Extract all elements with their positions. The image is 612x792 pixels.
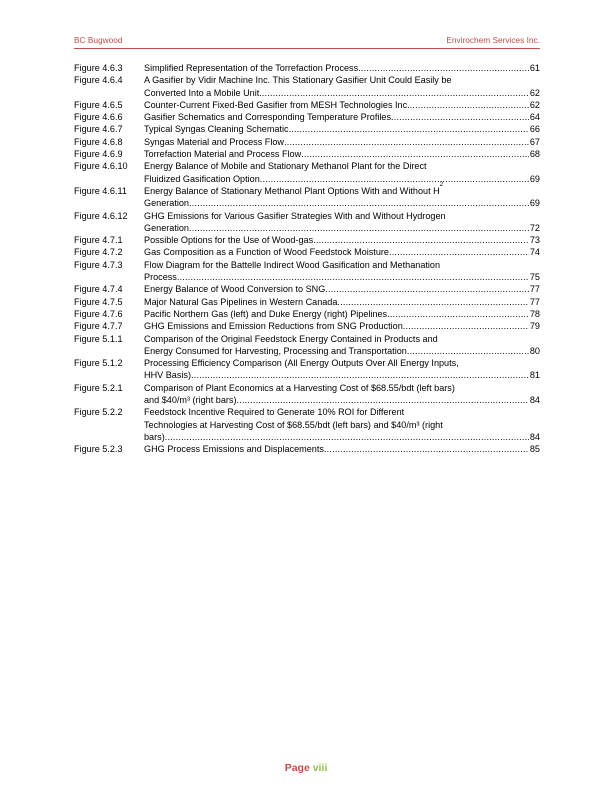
figure-title-line: and $40/m³ (right bars): [144, 395, 237, 406]
figure-title-line: Comparison of the Original Feedstock Energy Contained in Products and: [144, 333, 438, 344]
figure-title-line: Comparison of Plant Economics at a Harvesting Cost of $68.55/bdt (left bars): [144, 382, 455, 393]
dot-leader: [284, 136, 529, 148]
page-ref[interactable]: 75: [529, 272, 540, 283]
page-ref[interactable]: 69: [529, 198, 540, 209]
figure-title-line: Energy Consumed for Harvesting, Processing and Transportation: [144, 345, 407, 356]
figure-title-line: GHG Process Emissions and Displacements: [144, 444, 324, 455]
page-ref[interactable]: 77: [529, 296, 540, 307]
page-ref[interactable]: 81: [529, 370, 540, 381]
dot-leader: [191, 369, 529, 381]
header-rule: [74, 48, 540, 49]
toc-entry[interactable]: [74, 357, 540, 382]
figure-title-line: Gasifier Schematics and Corresponding Temperature Profiles: [144, 112, 391, 123]
figure-number: Figure 4.6.9: [74, 149, 123, 160]
figure-title-line: Generation: [144, 198, 189, 209]
figure-number: Figure 4.6.12: [74, 210, 128, 221]
dot-leader: [260, 173, 529, 185]
page-ref[interactable]: 64: [529, 112, 540, 123]
figure-title-line: Generation: [144, 222, 189, 233]
figure-title-line: Torrefaction Material and Process Flow: [144, 149, 302, 160]
page-ref[interactable]: 61: [529, 63, 540, 73]
page-label: Page: [284, 762, 310, 774]
page-number: viii: [312, 762, 328, 774]
toc-entry[interactable]: [74, 283, 540, 295]
figure-number: Figure 4.6.8: [74, 136, 123, 147]
figure-title-line: A Gasifier by Vidir Machine Inc. This Stationary Gasifier Unit Could Easily be: [144, 75, 452, 86]
figure-number: Figure 5.1.1: [74, 333, 123, 344]
figure-title-line: Simplified Representation of the Torrefaction Process: [144, 63, 359, 73]
page-ref[interactable]: 62: [529, 99, 540, 110]
figure-title-line: Major Natural Gas Pipelines in Western Canada: [144, 296, 338, 307]
toc-entry[interactable]: [74, 210, 540, 235]
figure-title-line: GHG Emissions and Emission Reductions from SNG Production: [144, 321, 403, 332]
toc-entry[interactable]: [74, 308, 540, 320]
figure-number: Figure 4.7.4: [74, 284, 123, 295]
page-ref[interactable]: 79: [529, 321, 540, 332]
page-ref[interactable]: 69: [529, 173, 540, 184]
figure-title-line: Technologies at Harvesting Cost of $68.55/bdt (left bars) and $40/m³ (right: [144, 419, 443, 430]
dot-leader: [389, 246, 529, 258]
figure-title-line: Processing Efficiency Comparison (All Energy Outputs Over All Energy Inputs,: [144, 358, 459, 369]
toc-entry[interactable]: [74, 62, 540, 74]
figure-number: Figure 4.6.4: [74, 75, 123, 86]
toc-entry[interactable]: [74, 148, 540, 160]
dot-leader: [337, 296, 528, 308]
figure-title-line: Energy Balance of Wood Conversion to SNG: [144, 284, 326, 295]
toc-entry[interactable]: [74, 123, 540, 135]
figure-number: Figure 4.6.11: [74, 185, 127, 196]
figure-number: Figure 5.2.2: [74, 407, 123, 418]
dot-leader: [165, 431, 529, 443]
page-ref[interactable]: 74: [529, 247, 540, 258]
figure-title-line: Counter-Current Fixed-Bed Gasifier from MESH Technologies Inc.: [144, 99, 410, 110]
figure-title-line: GHG Emissions for Various Gasifier Strategies With and Without Hydrogen: [144, 210, 446, 221]
toc-entry[interactable]: [74, 99, 540, 111]
toc-entry[interactable]: [74, 246, 540, 258]
page-ref[interactable]: 68: [529, 149, 540, 160]
page-ref[interactable]: 80: [529, 345, 540, 356]
figure-number: Figure 4.7.7: [74, 321, 123, 332]
dot-leader: [325, 283, 529, 295]
figure-title-line: Syngas Material and Process Flow: [144, 136, 285, 147]
toc-entry[interactable]: [74, 160, 540, 185]
figure-title-line: Pacific Northern Gas (left) and Duke Energy (right) Pipelines: [144, 308, 388, 319]
header-left-title: BC Bugwood: [74, 35, 123, 45]
figure-number: Figure 5.1.2: [74, 358, 123, 369]
figure-title-line: Energy Balance of Mobile and Stationary Methanol Plant for the Direct: [144, 161, 427, 172]
page-ref[interactable]: 67: [529, 136, 540, 147]
dot-leader: [301, 148, 529, 160]
dot-leader: [403, 320, 529, 332]
page-ref[interactable]: 78: [529, 308, 540, 319]
page-ref[interactable]: 66: [529, 124, 540, 135]
dot-leader: [407, 345, 529, 357]
page-ref[interactable]: 72: [529, 222, 540, 233]
figure-title-line: Converted Into a Mobile Unit.: [144, 87, 262, 98]
toc-entry[interactable]: [74, 382, 540, 407]
toc-entry[interactable]: [74, 136, 540, 148]
figure-number: Figure 4.7.6: [74, 308, 123, 319]
page-ref[interactable]: 84: [529, 395, 540, 406]
dot-leader: [289, 123, 529, 135]
toc-entry[interactable]: [74, 333, 540, 358]
dot-leader: [324, 443, 529, 455]
figure-title-line: Gas Composition as a Function of Wood Feedstock Moisture: [144, 247, 389, 258]
figure-title-line: HHV Basis): [144, 370, 191, 381]
toc-entry[interactable]: [74, 296, 540, 308]
dot-leader: [177, 271, 529, 283]
toc-entry[interactable]: [74, 443, 540, 455]
dot-leader: [313, 234, 529, 246]
dot-leader: [262, 87, 529, 99]
toc-entry[interactable]: [74, 259, 540, 284]
toc-entry[interactable]: [74, 320, 540, 332]
figure-number: Figure 4.6.3: [74, 63, 123, 73]
figure-title-line: Process: [144, 272, 177, 283]
figure-title-line: Feedstock Incentive Required to Generate 10% ROI for Different: [144, 407, 405, 418]
dot-leader: [391, 111, 529, 123]
toc-entry[interactable]: [74, 74, 540, 99]
figure-number: Figure 4.7.2: [74, 247, 123, 258]
figure-number: Figure 4.7.1: [74, 235, 123, 246]
toc-entry[interactable]: [74, 234, 540, 246]
page-header: [74, 35, 540, 45]
dot-leader: [237, 394, 529, 406]
figure-number: Figure 4.7.5: [74, 296, 123, 307]
page-footer: [0, 762, 612, 774]
figure-title-line: Flow Diagram for the Battelle Indirect Wood Gasification and Methanation: [144, 259, 441, 270]
dot-leader: [410, 99, 529, 111]
figure-number: Figure 5.2.1: [74, 382, 123, 393]
dot-leader: [358, 62, 529, 74]
header-right-title: Envirochem Services Inc.: [446, 35, 540, 45]
figure-number: Figure 5.2.3: [74, 444, 123, 455]
page-ref[interactable]: 85: [529, 444, 540, 455]
list-of-figures: [74, 62, 540, 456]
figure-title-line: Energy Balance of Stationary Methanol Plant Options With and Without H: [144, 185, 440, 196]
figure-number: Figure 4.6.6: [74, 112, 123, 123]
toc-entry[interactable]: [74, 406, 540, 443]
figure-number: Figure 4.7.3: [74, 259, 123, 270]
figure-number: Figure 4.6.10: [74, 161, 128, 172]
figure-title-line: bars): [144, 431, 165, 442]
page-ref[interactable]: 62: [529, 87, 540, 98]
toc-entry[interactable]: [74, 111, 540, 123]
dot-leader: [189, 197, 529, 209]
page-ref[interactable]: 77: [529, 284, 540, 295]
page-ref[interactable]: 84: [529, 431, 540, 442]
figure-title-line: Possible Options for the Use of Wood-gas: [144, 235, 314, 246]
toc-entry[interactable]: [74, 181, 540, 210]
figure-number: Figure 4.6.7: [74, 124, 123, 135]
figure-title-line: Typical Syngas Cleaning Schematic: [144, 124, 289, 135]
figure-title-line: Fluidized Gasification Option: [144, 173, 260, 184]
dot-leader: [387, 308, 529, 320]
subscript: 2: [439, 181, 444, 188]
page-ref[interactable]: 73: [529, 235, 540, 246]
figure-number: Figure 4.6.5: [74, 99, 123, 110]
dot-leader: [189, 222, 529, 234]
